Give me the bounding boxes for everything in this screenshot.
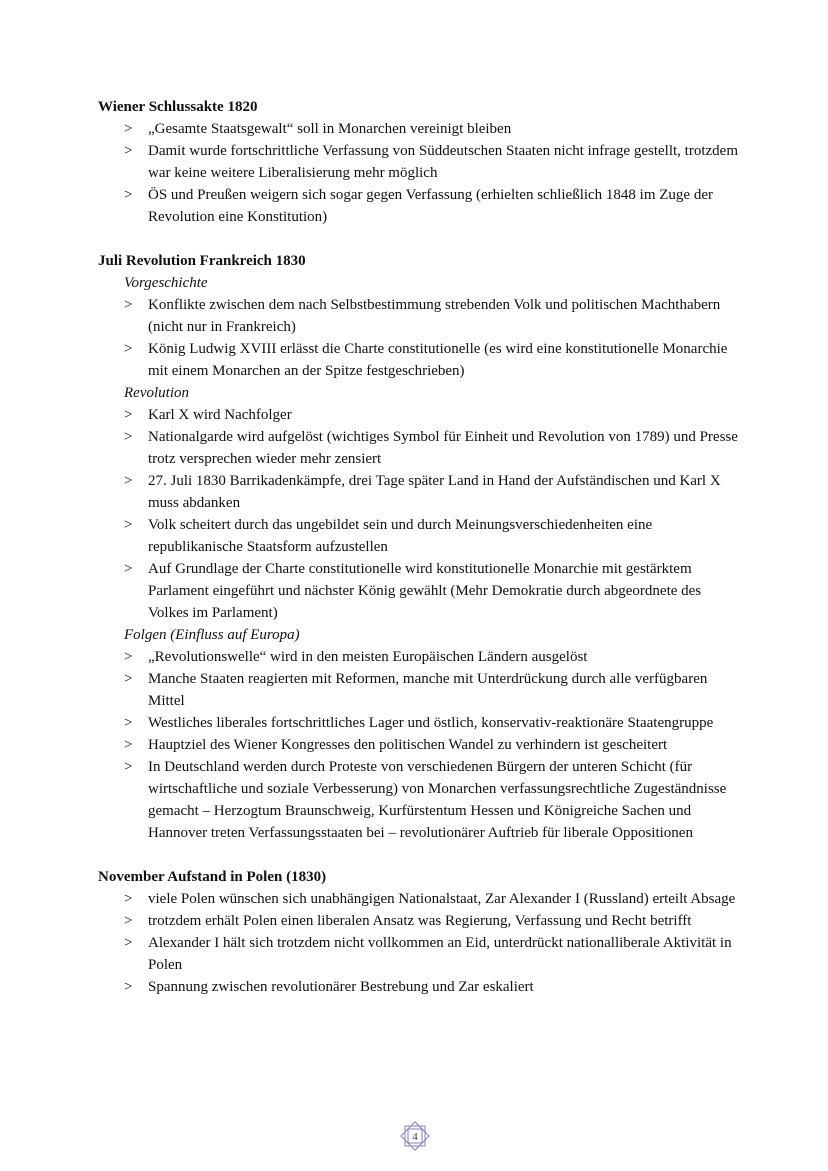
- list-item-text: viele Polen wünschen sich unabhängigen Nationalstaat, Zar Alexander I (Russland) erteilt Absage: [148, 891, 736, 907]
- subheading-revolution: Revolution: [124, 385, 189, 401]
- bullet-marker: >: [124, 429, 133, 445]
- list-item-text: Spannung zwischen revolutionärer Bestrebung und Zar eskaliert: [148, 979, 534, 995]
- bullet-marker: >: [124, 517, 133, 533]
- section-heading: November Aufstand in Polen (1830): [98, 869, 327, 885]
- bullet-marker: >: [124, 979, 133, 995]
- list-item: [98, 404, 738, 426]
- list-item: [98, 558, 738, 624]
- bullet-list: [98, 294, 738, 382]
- list-item: [98, 910, 738, 932]
- bullet-marker: >: [124, 407, 133, 423]
- list-item: [98, 140, 738, 184]
- list-item: [98, 118, 738, 140]
- bullet-marker: >: [124, 891, 133, 907]
- section-wiener-schlussakte: [98, 96, 738, 228]
- document-page: [98, 96, 738, 1020]
- section-november-aufstand: [98, 866, 738, 998]
- list-item-text: 27. Juli 1830 Barrikadenkämpfe, drei Tage später Land in Hand der Aufständischen und Karl X muss abdanken: [148, 473, 721, 511]
- section-heading: Juli Revolution Frankreich 1830: [98, 253, 306, 269]
- list-item: [98, 646, 738, 668]
- list-item-text: „Revolutionswelle“ wird in den meisten Europäischen Ländern ausgelöst: [148, 649, 588, 665]
- list-item-text: ÖS und Preußen weigern sich sogar gegen Verfassung (erhielten schließlich 1848 im Zuge der Revolution eine Konstitution): [148, 187, 713, 225]
- list-item: [98, 294, 738, 338]
- bullet-marker: >: [124, 143, 133, 159]
- list-item: [98, 470, 738, 514]
- list-item: [98, 976, 738, 998]
- list-item-text: Auf Grundlage der Charte constitutionelle wird konstitutionelle Monarchie mit gestärktem Parlament eingeführt und nächster König gewählt (Mehr Demokratie durch abgeordnete des Volkes im Parlament): [148, 561, 702, 621]
- list-item: [98, 756, 738, 844]
- list-item-text: König Ludwig XVIII erlässt die Charte constitutionelle (es wird eine konstitutionelle Monarchie mit einem Monarchen an der Spitze festgeschrieben): [148, 341, 728, 379]
- star-ornament-icon: [394, 1116, 436, 1156]
- list-item-text: Konflikte zwischen dem nach Selbstbestimmung strebenden Volk und politischen Machthabern (nicht nur in Frankreich): [148, 297, 721, 335]
- bullet-marker: >: [124, 671, 133, 687]
- bullet-marker: >: [124, 759, 133, 775]
- list-item: [98, 426, 738, 470]
- page-number: 4: [412, 1131, 418, 1143]
- list-item-text: Volk scheitert durch das ungebildet sein und durch Meinungsverschiedenheiten eine republikanische Staatsform aufzustellen: [148, 517, 653, 555]
- page-footer: [394, 1116, 436, 1156]
- list-item-text: trotzdem erhält Polen einen liberalen Ansatz was Regierung, Verfassung und Recht betrifft: [148, 913, 692, 929]
- list-item-text: In Deutschland werden durch Proteste von verschiedenen Bürgern der unteren Schicht (für wirtschaftliche und soziale Verbesserung) von Monarchen verfassungsrechtliche Zugeständnisse gemacht – Herzogtum Braunschweig, Kurfürstentum Hessen und Königreiche Sachen und Hannover treten Verfassungsstaaten bei – revolutionärer Auftrieb für liberale Oppositionen: [148, 759, 727, 841]
- list-item: [98, 338, 738, 382]
- list-item-text: Damit wurde fortschrittliche Verfassung von Süddeutschen Staaten nicht infrage gestellt, trotzdem war keine weitere Liberalisierung mehr möglich: [148, 143, 738, 181]
- list-item: [98, 888, 738, 910]
- list-item: [98, 712, 738, 734]
- bullet-marker: >: [124, 187, 133, 203]
- list-item-text: Nationalgarde wird aufgelöst (wichtiges Symbol für Einheit und Revolution von 1789) und Presse trotz versprechen wieder mehr zensiert: [148, 429, 738, 467]
- bullet-list: [98, 404, 738, 624]
- bullet-marker: >: [124, 561, 133, 577]
- list-item-text: Alexander I hält sich trotzdem nicht vollkommen an Eid, unterdrückt nationalliberale Aktivität in Polen: [148, 935, 732, 973]
- list-item: [98, 514, 738, 558]
- bullet-marker: >: [124, 297, 133, 313]
- bullet-list: [98, 888, 738, 998]
- bullet-list: [98, 646, 738, 844]
- list-item-text: „Gesamte Staatsgewalt“ soll in Monarchen vereinigt bleiben: [148, 121, 512, 137]
- list-item: [98, 668, 738, 712]
- subheading-vorgeschichte: Vorgeschichte: [124, 275, 208, 291]
- bullet-marker: >: [124, 649, 133, 665]
- section-juli-revolution: [98, 250, 738, 844]
- bullet-marker: >: [124, 935, 133, 951]
- bullet-marker: >: [124, 715, 133, 731]
- list-item: [98, 184, 738, 228]
- list-item-text: Hauptziel des Wiener Kongresses den politischen Wandel zu verhindern ist gescheitert: [148, 737, 668, 753]
- list-item: [98, 932, 738, 976]
- list-item: [98, 734, 738, 756]
- list-item-text: Manche Staaten reagierten mit Reformen, manche mit Unterdrückung durch alle verfügbaren Mittel: [148, 671, 708, 709]
- list-item-text: Westliches liberales fortschrittliches Lager und östlich, konservativ-reaktionäre Staatengruppe: [148, 715, 714, 731]
- bullet-marker: >: [124, 737, 133, 753]
- list-item-text: Karl X wird Nachfolger: [148, 407, 292, 423]
- bullet-marker: >: [124, 121, 133, 137]
- bullet-marker: >: [124, 913, 133, 929]
- bullet-marker: >: [124, 473, 133, 489]
- bullet-marker: >: [124, 341, 133, 357]
- subheading-folgen: Folgen (Einfluss auf Europa): [124, 627, 300, 643]
- bullet-list: [98, 118, 738, 228]
- section-heading: Wiener Schlussakte 1820: [98, 99, 258, 115]
